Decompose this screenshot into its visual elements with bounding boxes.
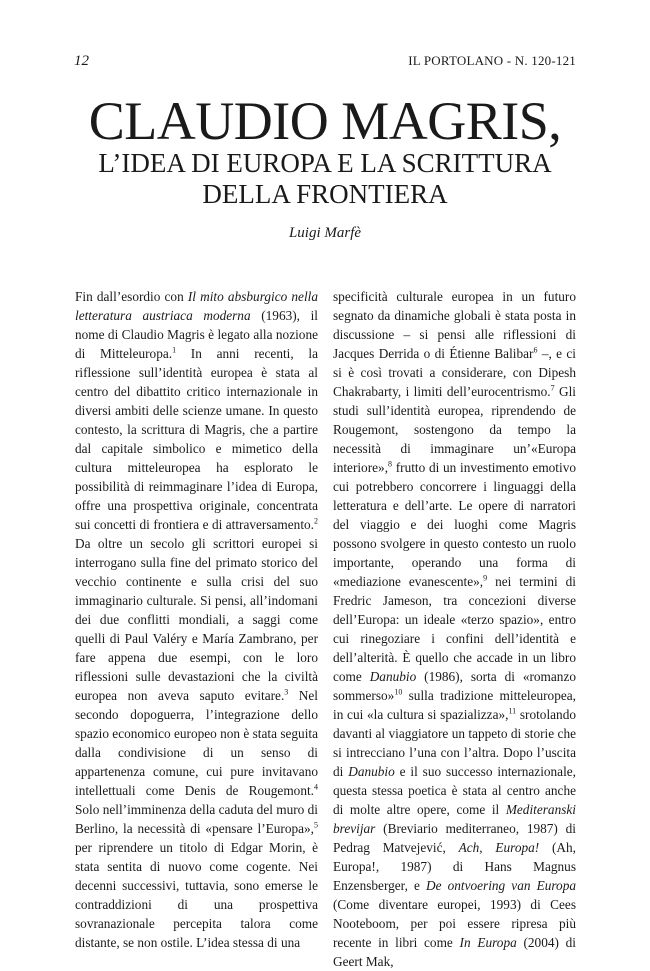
footnote-marker: 9 bbox=[483, 573, 488, 583]
footnote-marker: 7 bbox=[550, 383, 555, 393]
italic-title: Ach, Europa! bbox=[458, 840, 540, 855]
author-name: Luigi Marfè bbox=[288, 225, 362, 241]
footnote-marker: 1 bbox=[172, 345, 177, 355]
running-header bbox=[74, 53, 576, 73]
italic-title: De ontvoering van Europa bbox=[426, 878, 576, 893]
footnote-marker: 8 bbox=[388, 459, 393, 469]
right-column-text: specificità culturale europea in un futuro segnato da dinamiche globali è stata posta in discussione – si pensi alle riflessioni di Jacques Derrida o di Étienne Balibar$^6$ –, e ci si è così trovati a considerare, con Dipesh Chakrabarty, i limiti dell’eurocentrismo.$^7$ Gli studi sull’identità europea, riprendendo de Rougemont, sostengono da tempo la necessità di immaginare un’«Europa interiore»,$^8$ frutto di un investimento emotivo cui potrebbero concorrere i linguaggi della letteratura e dell’arte. Le opere di narratori del viaggio e dei luoghi come Magris possono svolgere in questo contesto un ruolo importante, operando una forma di «mediazione evanescente»,$^9$ nei termini di Fredric Jameson, tra concezioni diverse dell’Europa: un ideale «terzo spazio», entro cui rinegoziare i confini dell’identità e dell’alterità. È quello che accade in un libro come Danubio (1986), sorta di «romanzo sommerso»$^{10}$ sulla tradizione mitteleuropea, in cui «la cultura si spazializza»,$^{11}$ srotolando davanti al viaggiatore un tappeto di storie che si intrecciano l’una con l’altra. Dopo l’uscita di Danubio e il suo successo internazionale, questa stessa poetica è stata al centro anche di molte altre opere, come il Mediteranski brevijar (Breviario mediterraneo, 1987) di Pedrag Matvejević, Ach, Europa! (Ah, Europa!, 1987) di Hans Magnus Enzensberger, e De ontvoering van Europa (Come diventare europei, 1993) di Cees Nooteboom, per poi essere ripresa più recente in libri come In Europa (2004) di Geert Mak, bbox=[333, 289, 577, 969]
right-column bbox=[333, 287, 576, 971]
footnote-marker: 6 bbox=[533, 345, 538, 355]
left-column bbox=[75, 287, 318, 952]
italic-title: Il mito absburgico nella letteratura austriaca moderna bbox=[75, 289, 318, 323]
footnote-marker: 3 bbox=[284, 687, 289, 697]
italic-title: Danubio bbox=[348, 764, 395, 779]
footnote-marker: 5 bbox=[314, 820, 318, 830]
italic-title: Mediteranski brevijar bbox=[333, 802, 576, 836]
footnote-marker: 10 bbox=[394, 687, 403, 697]
footnote-marker: 4 bbox=[314, 782, 318, 792]
footnote-marker: 11 bbox=[508, 706, 517, 716]
italic-title: In Europa bbox=[459, 935, 517, 950]
italic-title: Danubio bbox=[369, 669, 417, 684]
journal-title: IL PORTOLANO - N. 120-121 bbox=[408, 53, 576, 68]
subtitle-line-1: L’IDEA DI EUROPA E LA SCRITTURA bbox=[98, 148, 552, 178]
article-title: CLAUDIO MAGRIS, bbox=[88, 91, 562, 151]
left-column-text: Fin dall’esordio con Il mito absburgico nella letteratura austriaca moderna (1963), il nome di Claudio Magris è legato alla nozione di Mitteleuropa.$^1$ In anni recenti, la riflessione sull’identità europea è stata al centro del dibattito critico internazionale in diversi ambiti delle scienze umane. In questo contesto, la scrittura di Magris, che a partire dal capitale simbolico e mimetico della cultura mitteleuropea ha esplorato le possibilità di reimmaginare l’idea di Europa, offre una prospettiva originale, concentrata sui concetti di frontiera e di attraversamento.$^2$ Da oltre un secolo gli scrittori europei si interrogano sulla fine del primato storico del vecchio continente e sulla crisi del suo immaginario culturale. Si pensi, all’indomani dei due conflitti mondiali, a saggi come quelli di Paul Valéry e María Zambrano, per fare appena due esempi, con le loro riflessioni sulle devastazioni che la civiltà europea non aveva saputo evitare.$^3$ Nel secondo dopoguerra, l’integrazione dello spazio economico europeo non è stata seguita dalla condivisione di un senso di appartenenza comune, cui pure invitavano intellettuali come Denis de Rougemont.$^4$ Solo nell’imminenza della caduta del muro di Berlino, la necessità di «pensare l’Europa»,$^5$ per riprendere un titolo di Edgar Morin, è stata sentita di nuovo come cogente. Nei decenni successivi, tuttavia, sono emerse le contraddizioni di una prospettiva sovranazionale percepita talora come distante, se non ostile. L’idea stessa di una bbox=[75, 289, 319, 950]
footnote-marker: 2 bbox=[314, 516, 318, 526]
page-number: 12 bbox=[74, 53, 89, 69]
subtitle-line-2: DELLA FRONTIERA bbox=[202, 179, 448, 209]
article-subtitle bbox=[40, 148, 610, 210]
